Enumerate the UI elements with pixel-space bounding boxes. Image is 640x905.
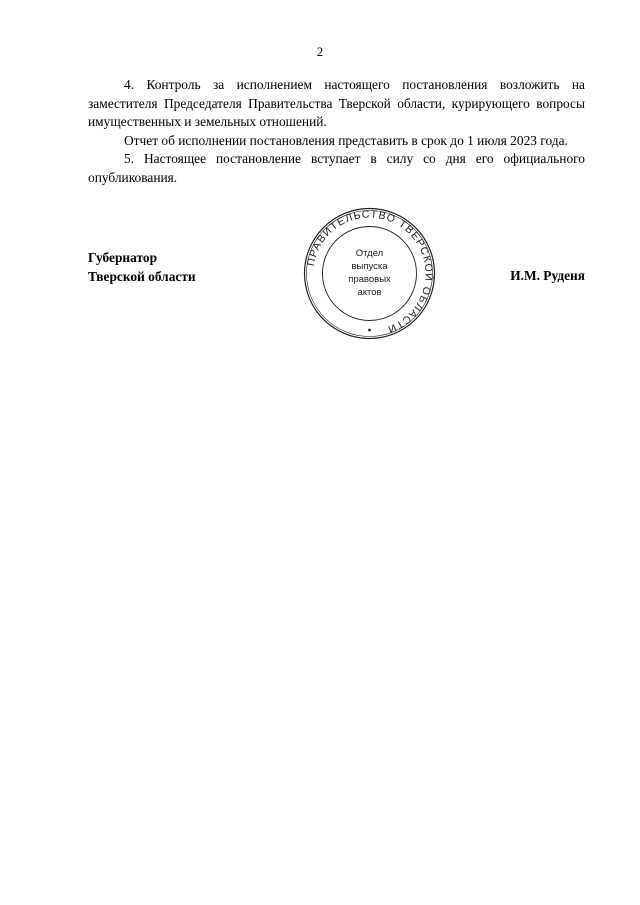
signatory-title-line2: Тверской области bbox=[88, 268, 196, 284]
official-stamp bbox=[302, 206, 437, 341]
document-body bbox=[88, 76, 585, 188]
page-number: 2 bbox=[316, 44, 324, 59]
paragraph-report-deadline: Отчет об исполнении постановления представить в срок до 1 июля 2023 года. bbox=[124, 132, 568, 148]
stamp-ring-text: ПРАВИТЕЛЬСТВО ТВЕРСКОЙ ОБЛАСТИ bbox=[304, 208, 435, 336]
paragraph-item-4: 4. Контроль за исполнением настоящего постановления возложить на заместителя Председателя Правительства Тверской области, курирующего вопросы имущественных и земельных отношений. bbox=[88, 77, 585, 130]
signatory-name: И.М. Руденя bbox=[510, 268, 585, 283]
stamp-center-line3: правовых bbox=[348, 274, 391, 285]
stamp-center-line4: актов bbox=[357, 287, 382, 298]
stamp-center-line1: Отдел bbox=[355, 248, 384, 259]
stamp-graphic bbox=[302, 206, 437, 341]
signatory-title-line1: Губернатор bbox=[88, 250, 158, 265]
signatory-title bbox=[88, 249, 196, 286]
stamp-center-line2: выпуска bbox=[351, 261, 388, 272]
stamp-dot bbox=[368, 329, 371, 332]
paragraph-item-5: 5. Настоящее постановление вступает в силу со дня его официального опубликования. bbox=[88, 151, 585, 185]
